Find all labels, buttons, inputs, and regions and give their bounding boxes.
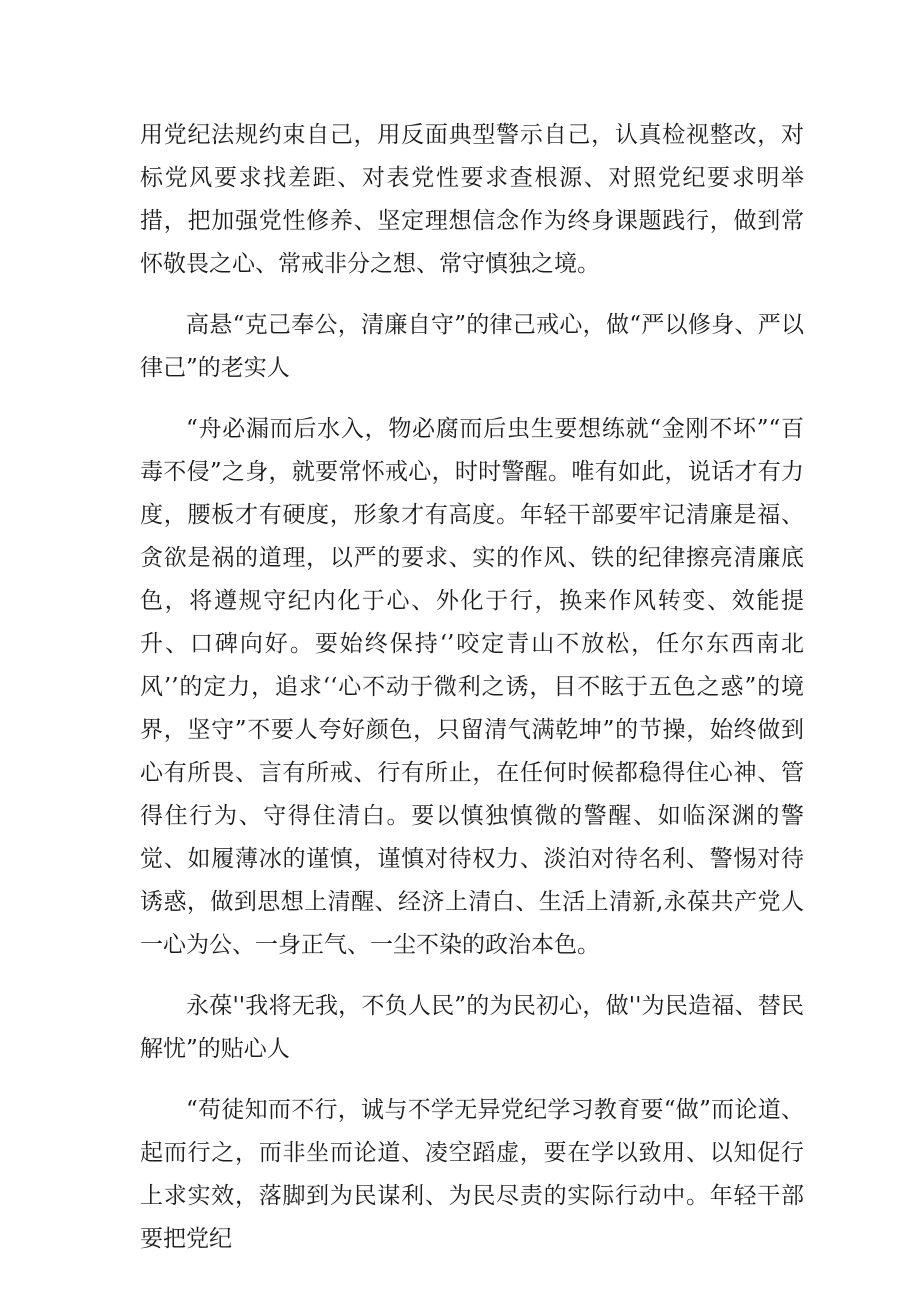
section-heading: 高悬“克己奉公，清廉自守”的律己戒心，做“严以修身、严以律己”的老实人 xyxy=(140,312,804,381)
document-body xyxy=(140,114,804,1279)
paragraph: “舟必漏而后水入，物必腐而后虫生要想练就“金刚不坏”“百毒不侵”之身，就要常怀戒心，时时警醒。唯有如此，说话才有力度，腰板才有硬度，形象才有高度。年轻干部要牢记清廉是福、贪欲是祸的道理，以严的要求、实的作风、铁的纪律擦亮清廉底色，将遵规守纪内化于心、外化于行，换来作风转变、效能提升、口碑向好。要始终保持‘’咬定青山不放松，任尔东西南北风’’的定力，追求‘‘心不动于微利之诱，目不眩于五色之惑”的境界，坚守”不要人夸好颜色，只留清气满乾坤”的节操，始终做到心有所畏、言有所戒、行有所止，在任何时候都稳得住心神、管得住行为、守得住清白。要以慎独慎微的警醒、如临深渊的警觉、如履薄冰的谨慎，谨慎对待权力、淡泊对待名利、警惕对待诱惑，做到思想上清醒、经济上清白、生活上清新,永葆共产党人一心为公、一身正气、一尘不染的政治本色。 xyxy=(140,416,804,958)
paragraph: “苟徒知而不行，诚与不学无异党纪学习教育要“做”而论道、起而行之，而非坐而论道、凌空蹈虚，要在学以致用、以知促行上求实效，落脚到为民谋利、为民尽责的实际行动中。年轻干部要把党纪 xyxy=(140,1097,804,1252)
section-heading: 永葆''我将无我，不负人民”的为民初心，做''为民造福、替民解忧”的贴心人 xyxy=(140,993,804,1062)
paragraph-continued: 用党纪法规约束自己，用反面典型警示自己，认真检视整改，对标党风要求找差距、对表党性要求查根源、对照党纪要求明举措，把加强党性修养、坚定理想信念作为终身课题践行，做到常怀敬畏之心、常戒非分之想、常守慎独之境。 xyxy=(140,122,804,277)
